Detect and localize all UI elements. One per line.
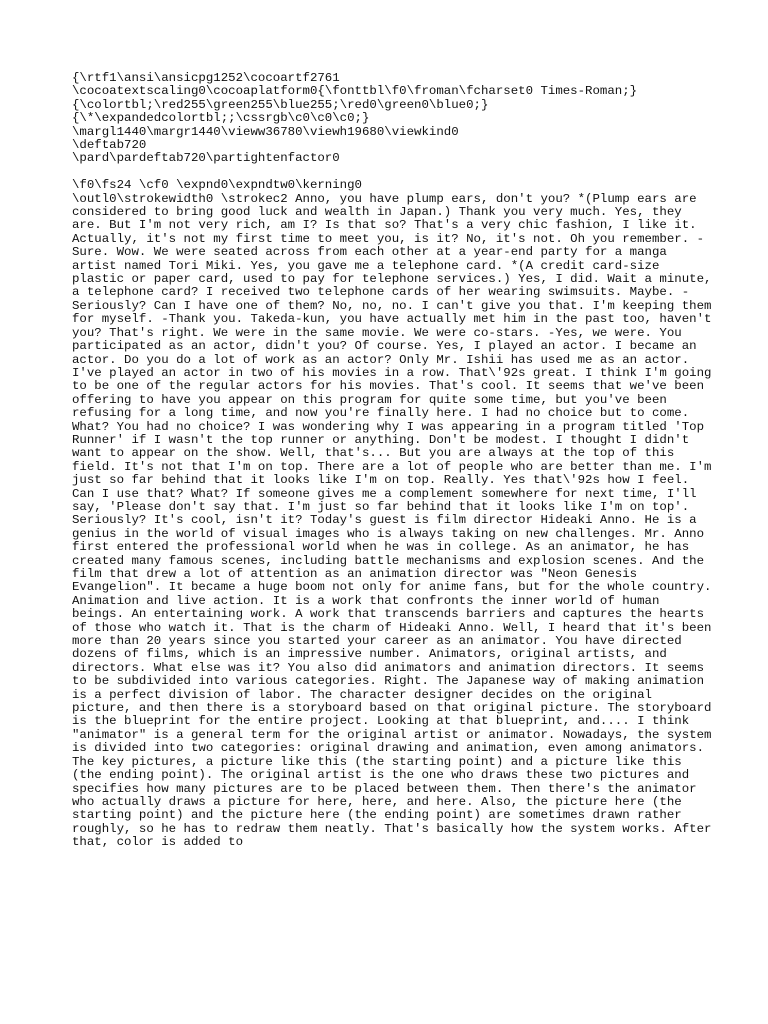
document-page: [72, 72, 712, 850]
rtf-header-line-1: {\rtf1\ansi\ansicpg1252\cocoartf2761: [72, 71, 340, 85]
blank-line: [72, 166, 712, 179]
rtf-format-line: \f0\fs24 \cf0 \expnd0\expndtw0\kerning0: [72, 178, 362, 193]
rtf-header-line-3: {\colortbl;\red255\green255\blue255;\red0\green0\blue0;}: [72, 97, 489, 112]
rtf-header-line-6: \deftab720: [72, 138, 147, 153]
rtf-header-line-2: \cocoatextscaling0\cocoaplatform0{\fonttbl\f0\froman\fcharset0 Times-Roman;}: [72, 84, 638, 99]
transcript-paragraph: \outl0\strokewidth0 \strokec2 Anno, you have plump ears, don't you? *(Plump ears are considered to bring good luck and wealth in Japan.) Thank you very much. Yes, they are. But I'm not very rich, am I? Is that so? That's a very chic fashion, I like it. Actually, it's not my first time to meet you, is it? No, it's not. Oh you remember. -Sure. Wow. We were seated across from each other at a year-end party for a manga artist named Tori Miki. Yes, you gave me a telephone card. *(A credit card-size plastic or paper card, used to pay for telephone services.) Yes, I did. Wait a minute, a telephone card? I received two telephone cards of her wearing swimsuits. Maybe. -Seriously? Can I have one of them? No, no, no. I can't give you that. I'm keeping them for myself. -Thank you. Takeda-kun, you have actually met him in the past too, haven't you? That's right. We were in the same movie. We were co-stars. -Yes, we were. You participated as an actor, didn't you? Of course. Yes, I played an actor. I became an actor. Do you do a lot of work as an actor? Only Mr. Ishii has used me as an actor. I've played an actor in two of his movies in a row. That\'92s great. I think I'm going to be one of the regular actors for his movies. That's cool. It seems that we've been offering to have you appear on this program for quite some time, but you've been refusing for a long time, and now you're finally here. I had no choice but to come. What? You had no choice? I was wondering why I was appearing in a program titled 'Top Runner' if I wasn't the top runner or anything. Don't be modest. I thought I didn't want to appear on the show. Well, that's... But you are always at the top of this field. It's not that I'm on top. There are a lot of people who are better than me. I'm just so far behind that it looks like I'm on top. Really. Yes that\'92s how I feel. Can I use that? What? If someone gives me a complement somewhere for next time, I'll say, 'Please don't say that. I'm just so far behind that it looks like I'm on top'. Seriously? It's cool, isn't it? Today's guest is film director Hideaki Anno. He is a genius in the world of visual images who is always taking on new challenges. Mr. Anno first entered the professional world when he was in college. As an animator, he has created many famous scenes, including battle mechanisms and explosion scenes. And the film that drew a lot of attention as an animation director was "Neon Genesis Evangelion". It became a huge boom not only for anime fans, but for the whole country. Animation and live action. It is a work that confronts the inner world of human beings. An entertaining work. A work that transcends barriers and captures the hearts of those who watch it. That is the charm of Hideaki Anno. Well, I heard that it's been more than 20 years since you started your career as an animator. You have directed dozens of films, which is an impressive number. Animators, original artists, and directors. What else was it? You also did animators and animation directors. It seems to be subdivided into various categories. Right. The Japanese way of making animation is a perfect division of labor. The character designer decides on the original picture, and then there is a storyboard based on that original picture. The storyboard is the blueprint for the entire project. Looking at that blueprint, and.... I think "animator" is a general term for the original artist or animator. Nowadays, the system is divided into two categories: original drawing and animation, even among animators. The key pictures, a picture like this (the starting point) and a picture like this (the ending point). The original artist is the one who draws these two pictures and specifies how many pictures are to be placed between them. Then there's the animator who actually draws a picture for here, here, and here. Also, the picture here (the starting point) and the picture here (the ending point) are sometimes drawn rather roughly, so he has to redraw them neatly. That's basically how the system works. After that, color is added to: [72, 191, 712, 850]
rtf-header-line-7: \pard\pardeftab720\partightenfactor0: [72, 151, 340, 166]
rtf-header-line-4: {\*\expandedcolortbl;;\cssrgb\c0\c0\c0;}: [72, 111, 370, 126]
rtf-header-line-5: \margl1440\margr1440\vieww36780\viewh19680\viewkind0: [72, 124, 459, 139]
